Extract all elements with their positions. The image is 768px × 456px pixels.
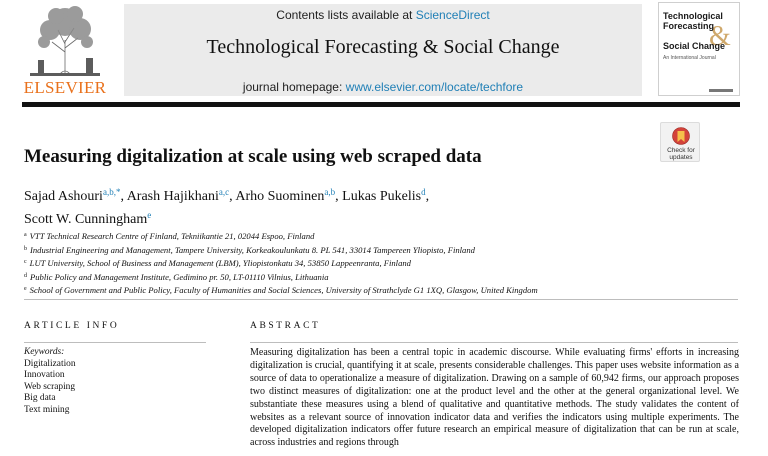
affiliation-item — [24, 243, 744, 257]
abstract-heading: ABSTRACT — [250, 321, 321, 331]
keywords-block — [24, 347, 214, 417]
keywords-label: Keywords: — [24, 347, 65, 357]
author-affiliation-link[interactable]: a,b,* — [102, 187, 121, 197]
author-affiliation-link[interactable]: d — [421, 187, 426, 197]
sciencedirect-link[interactable]: ScienceDirect — [415, 8, 490, 22]
affiliation-key: e — [24, 286, 27, 293]
author-name: Lukas Pukelis — [342, 189, 422, 204]
article-info-heading: ARTICLE INFO — [24, 321, 120, 331]
cover-title-line — [663, 31, 739, 41]
homepage-line — [124, 80, 642, 94]
affiliation-key: b — [24, 245, 27, 252]
keyword-item: Web scraping — [24, 381, 76, 392]
journal-homepage-link[interactable]: www.elsevier.com/locate/techfore — [345, 80, 524, 94]
keyword-item: Big data — [24, 393, 56, 404]
keyword-item: Digitalization — [24, 358, 76, 369]
affiliation-key: a — [24, 232, 27, 238]
cover-subtitle: An International Journal — [663, 55, 716, 61]
keyword-item: Innovation — [24, 370, 65, 381]
author-separator: , — [335, 189, 343, 204]
article-info-divider — [24, 342, 206, 343]
affiliation-text: Public Policy and Management Institute, Gedimino pr. 50, LT-01110 Vilnius, Lithuania — [30, 271, 329, 282]
author-affiliation-link[interactable]: a,b — [324, 187, 336, 197]
affiliation-item — [24, 256, 744, 270]
author-name: Arash Hajikhani — [126, 189, 219, 204]
affiliation-text: LUT University, School of Business and Management (LBM), Yliopistonkatu 34, 53850 Lappeenranta, Finland — [29, 258, 411, 269]
contents-line — [124, 8, 642, 22]
check-for-updates-label — [661, 147, 701, 161]
journal-banner — [124, 4, 642, 96]
author-list — [24, 183, 644, 229]
elsevier-tree-icon — [30, 2, 100, 76]
title-divider — [24, 299, 738, 300]
author-name: Sajad Ashouri — [24, 189, 103, 204]
check-label-line: updates — [669, 154, 693, 161]
cover-title-line: Forecasting — [663, 21, 715, 31]
affiliation-item — [24, 229, 744, 243]
journal-cover-thumbnail[interactable] — [658, 2, 740, 96]
abstract-text: Measuring digitalization has been a central topic in academic discourse. While evaluating firms' efforts in increasing digitalization is crucial, quantifying it at scale, presents considerable challenges. This paper uses website information as a source of data to operationalize a measure of digitalization. Drawing on a sample of 60,942 firms, our approach proposes two distinct measures of digitalization: one at the product level and the other at the general organizational level. We substantiate these measures using a blend of qualitative and quantitative methods. The study validates the content of websites as a relevant source of innovation indicator data and verifies the indicators using multiple experiments. The developed digitalization indicators offer future research an empirical measure of digitalization that can be run at scale, across industries and regions through — [250, 347, 739, 449]
elsevier-logo[interactable] — [22, 2, 108, 98]
author-name: Scott W. Cunningham — [24, 212, 148, 227]
contents-prefix: Contents lists available at — [276, 8, 416, 22]
publisher-name: ELSEVIER — [23, 78, 107, 97]
cover-ampersand-icon: & — [709, 21, 731, 52]
cover-decoration — [709, 89, 733, 92]
affiliation-text: VTT Technical Research Centre of Finland, Tekniikantie 21, 02044 Espoo, Finland — [29, 231, 315, 241]
abstract-divider — [250, 342, 738, 343]
author-separator: , — [229, 189, 236, 204]
author-affiliation-link[interactable]: e — [147, 210, 152, 220]
cover-title — [663, 11, 739, 51]
bookmark-icon — [672, 127, 690, 147]
cover-title-line: Technological — [663, 11, 723, 21]
check-for-updates-button[interactable] — [660, 122, 700, 162]
author-separator: , — [425, 189, 430, 204]
homepage-prefix: journal homepage: — [242, 80, 346, 94]
affiliation-key: c — [24, 259, 27, 266]
paper-title: Measuring digitalization at scale using web scraped data — [24, 146, 482, 167]
check-label-line: Check for — [667, 147, 695, 154]
keyword-item: Text mining — [24, 404, 70, 415]
author-separator: , — [120, 189, 127, 204]
author-name: Arho Suominen — [235, 189, 325, 204]
affiliation-text: Industrial Engineering and Management, Tampere University, Korkeakoulunkatu 8. PL 541, 33014 Tampereen Yliopisto, Finland — [30, 244, 475, 255]
affiliation-list — [24, 229, 744, 297]
cover-title-line: Social Change — [663, 41, 726, 51]
affiliation-item — [24, 270, 744, 284]
author-affiliation-link[interactable]: a,c — [218, 187, 230, 197]
journal-title: Technological Forecasting & Social Change — [206, 36, 560, 58]
affiliation-key: d — [24, 272, 27, 279]
affiliation-text: School of Government and Public Policy, Faculty of Humanities and Social Sciences, University of Strathclyde G1 1XQ, Glasgow, United Kingdom — [29, 285, 538, 296]
affiliation-item — [24, 283, 744, 297]
header-divider — [22, 102, 740, 107]
